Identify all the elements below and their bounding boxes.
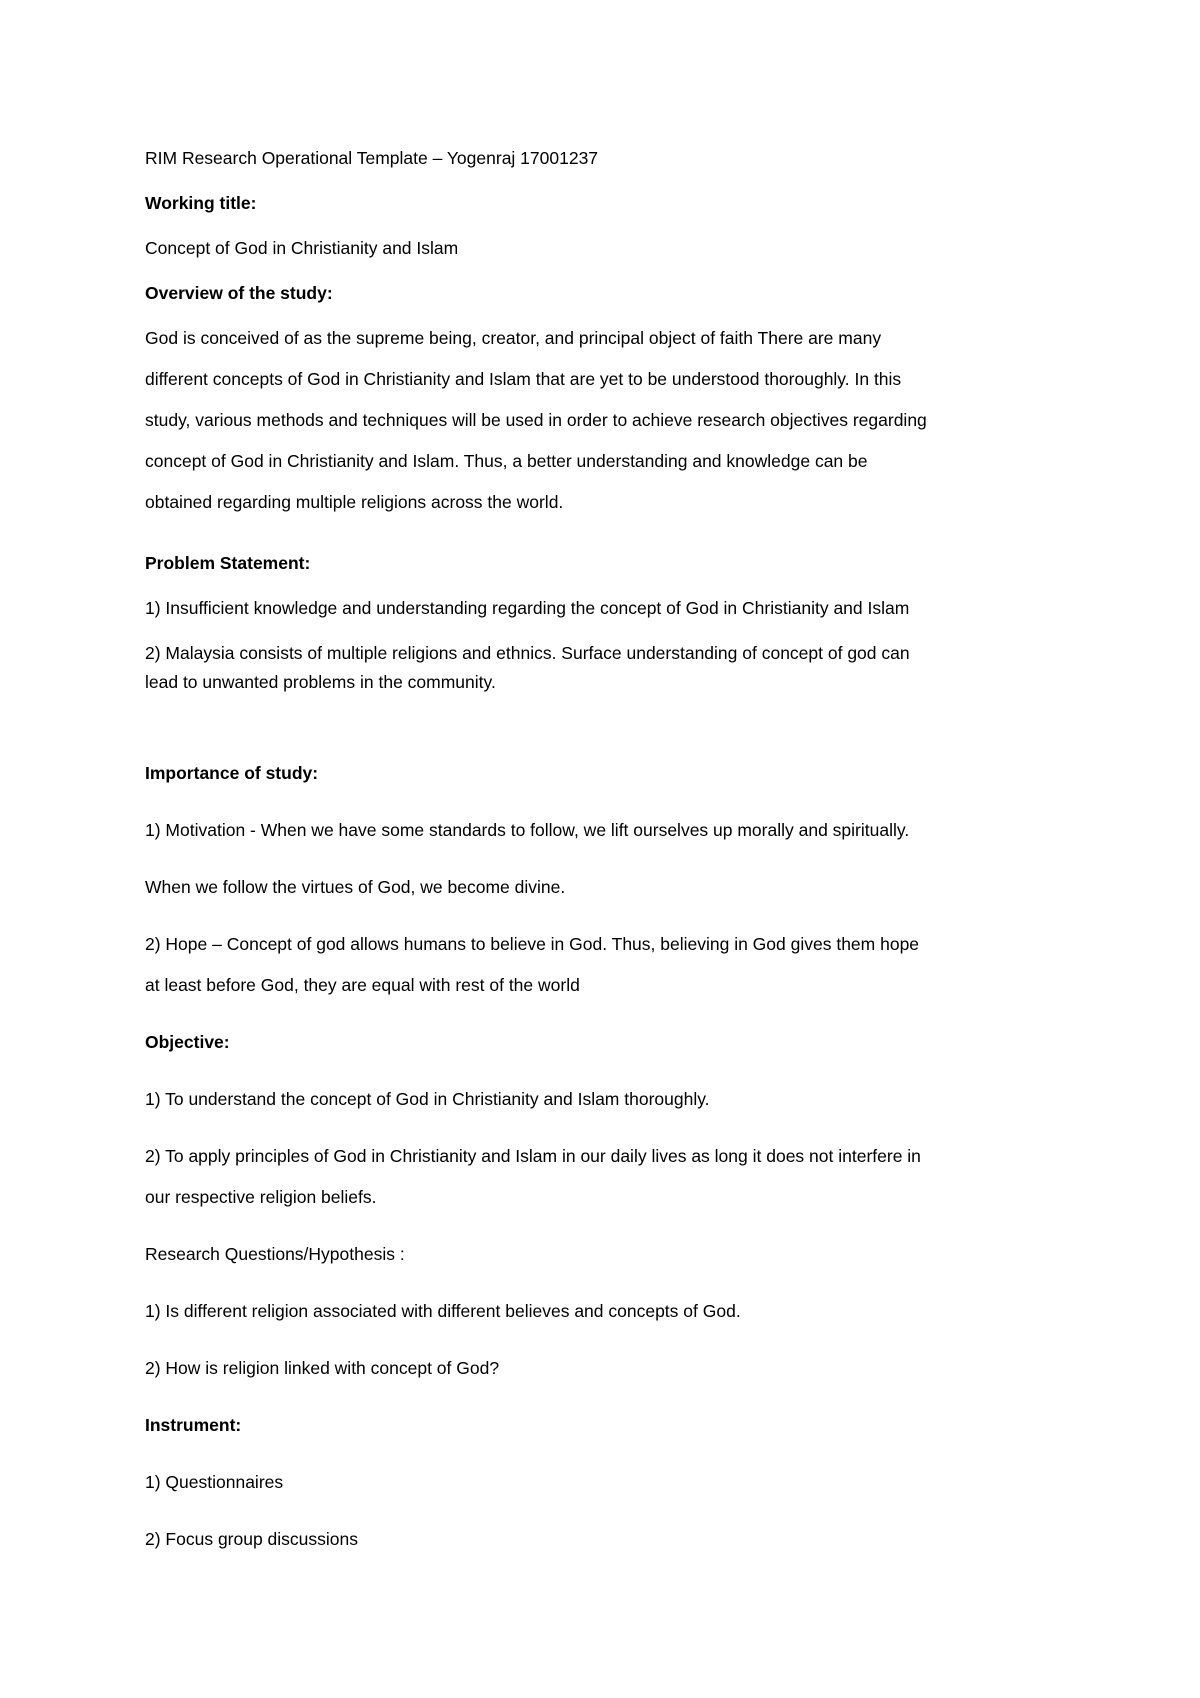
objective-heading: Objective: <box>145 1032 230 1052</box>
research-questions-heading: Research Questions/Hypothesis : <box>145 1244 405 1264</box>
research-question-item: 1) Is different religion associated with different believes and concepts of God. <box>145 1301 741 1321</box>
objective-item: 2) To apply principles of God in Christianity and Islam in our daily lives as long it does not interfere in <box>145 1146 921 1166</box>
problem-item: 1) Insufficient knowledge and understanding regarding the concept of God in Christianity and Islam <box>145 598 910 618</box>
overview-heading: Overview of the study: <box>145 283 333 303</box>
overview-line: different concepts of God in Christianity and Islam that are yet to be understood thoroughly. In this <box>145 369 902 389</box>
instrument-heading: Instrument: <box>145 1415 242 1435</box>
problem-heading: Problem Statement: <box>145 553 311 573</box>
problem-item: 2) Malaysia consists of multiple religions and ethnics. Surface understanding of concept of god can <box>145 643 910 663</box>
importance-item-continued: at least before God, they are equal with rest of the world <box>145 975 580 995</box>
importance-heading: Importance of study: <box>145 763 319 783</box>
working-title-heading: Working title: <box>145 193 257 213</box>
overview-line: concept of God in Christianity and Islam. Thus, a better understanding and knowledge can be <box>145 451 868 471</box>
overview-line: study, various methods and techniques will be used in order to achieve research objectives regarding <box>145 410 927 430</box>
problem-item-continued: lead to unwanted problems in the community. <box>145 672 496 692</box>
importance-item-continued: When we follow the virtues of God, we become divine. <box>145 877 566 897</box>
importance-item: 2) Hope – Concept of god allows humans to believe in God. Thus, believing in God gives them hope <box>145 934 920 954</box>
working-title: Concept of God in Christianity and Islam <box>145 238 459 258</box>
document-header: RIM Research Operational Template – Yogenraj 17001237 <box>145 148 599 168</box>
overview-line: obtained regarding multiple religions across the world. <box>145 492 564 512</box>
research-question-item: 2) How is religion linked with concept of God? <box>145 1358 500 1378</box>
instrument-item: 2) Focus group discussions <box>145 1529 359 1549</box>
objective-item-continued: our respective religion beliefs. <box>145 1187 377 1207</box>
objective-item: 1) To understand the concept of God in Christianity and Islam thoroughly. <box>145 1089 710 1109</box>
overview-line: God is conceived of as the supreme being, creator, and principal object of faith There are many <box>145 328 882 348</box>
instrument-item: 1) Questionnaires <box>145 1472 284 1492</box>
importance-item: 1) Motivation - When we have some standards to follow, we lift ourselves up morally and spiritually. <box>145 820 910 840</box>
